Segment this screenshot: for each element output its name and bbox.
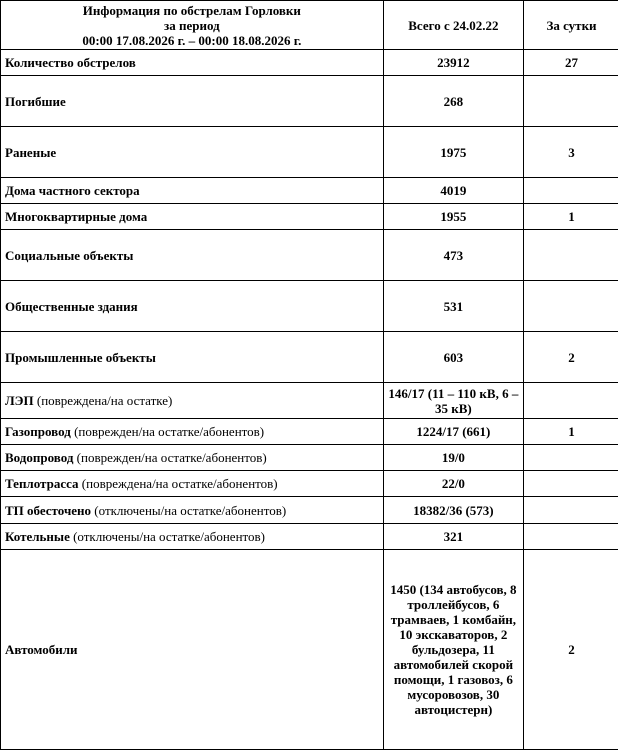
table-row (1, 550, 618, 750)
table-row (1, 419, 618, 445)
row-day-value: 2 (524, 550, 618, 750)
row-day-value (524, 281, 618, 332)
row-label-text: Количество обстрелов (5, 55, 136, 70)
row-label-text: Теплотрасса (5, 476, 79, 491)
row-label-text: Котельные (5, 529, 70, 544)
table-header-row (1, 1, 618, 50)
table-row (1, 281, 618, 332)
row-total-value: 473 (383, 230, 523, 281)
row-label (1, 50, 384, 76)
row-label-text: ЛЭП (5, 393, 34, 408)
row-total-value: 22/0 (383, 471, 523, 497)
row-label (1, 281, 384, 332)
row-label (1, 204, 384, 230)
table-row (1, 50, 618, 76)
row-label-text: Газопровод (5, 424, 71, 439)
row-day-value (524, 230, 618, 281)
row-day-value (524, 445, 618, 471)
row-total-value: 603 (383, 332, 523, 383)
row-day-value (524, 76, 618, 127)
row-day-value: 27 (524, 50, 618, 76)
column-header-day: За сутки (524, 1, 618, 50)
row-label (1, 524, 384, 550)
row-total-value: 19/0 (383, 445, 523, 471)
row-total-value: 23912 (383, 50, 523, 76)
table-row (1, 497, 618, 524)
report-period: 00:00 17.08.2026 г. – 00:00 18.08.2026 г. (82, 32, 302, 48)
row-day-value: 1 (524, 204, 618, 230)
row-total-value: 18382/36 (573) (383, 497, 523, 524)
row-day-value (524, 471, 618, 497)
row-label-note: (повреждена/на остатке/абонентов) (78, 476, 278, 491)
row-total-value: 1955 (383, 204, 523, 230)
row-label-note: (повреждена/на остатке) (33, 393, 173, 408)
row-day-value (524, 524, 618, 550)
row-label-text: Многоквартирные дома (5, 209, 148, 224)
row-label-text: Раненые (5, 144, 57, 160)
row-total-value: 321 (383, 524, 523, 550)
row-label (1, 127, 384, 178)
row-label (1, 419, 384, 445)
table-row (1, 332, 618, 383)
table-row (1, 230, 618, 281)
row-total-value: 146/17 (11 – 110 кВ, 6 – 35 кВ) (383, 383, 523, 419)
table-row (1, 445, 618, 471)
row-label-text: Погибшие (5, 93, 66, 109)
row-label-text: Промышленные объекты (5, 349, 156, 365)
row-label-text: Социальные объекты (5, 247, 134, 263)
row-day-value (524, 383, 618, 419)
row-label-text: Водопровод (5, 450, 74, 465)
row-label-note: (поврежден/на остатке/абонентов) (70, 424, 265, 439)
row-day-value (524, 178, 618, 204)
row-label (1, 497, 384, 524)
report-subtitle: за период (164, 17, 220, 33)
row-day-value: 1 (524, 419, 618, 445)
row-label (1, 332, 384, 383)
table-row (1, 127, 618, 178)
row-label (1, 471, 384, 497)
row-label-text: Автомобили (5, 642, 78, 657)
row-total-value: 1975 (383, 127, 523, 178)
report-title-cell (1, 1, 384, 50)
row-label (1, 178, 384, 204)
column-header-total: Всего с 24.02.22 (383, 1, 523, 50)
row-label (1, 76, 384, 127)
table-row (1, 383, 618, 419)
row-day-value (524, 497, 618, 524)
row-total-value: 531 (383, 281, 523, 332)
row-day-value: 2 (524, 332, 618, 383)
row-label-note: (отключены/на остатке/абонентов) (69, 529, 266, 544)
report-title: Информация по обстрелам Горловки (82, 2, 301, 18)
table-row (1, 471, 618, 497)
row-label (1, 383, 384, 419)
row-total-value: 268 (383, 76, 523, 127)
table-row (1, 524, 618, 550)
row-day-value: 3 (524, 127, 618, 178)
table-row (1, 76, 618, 127)
row-label (1, 445, 384, 471)
row-label-text: ТП обесточено (5, 502, 92, 518)
row-label-note: (отключены/на остатке/абонентов) (91, 502, 287, 518)
row-label-note: (поврежден/на остатке/абонентов) (73, 450, 267, 465)
row-label (1, 230, 384, 281)
row-total-value: 1224/17 (661) (383, 419, 523, 445)
row-label-text: Общественные здания (5, 298, 138, 314)
row-label (1, 550, 384, 750)
row-total-value: 1450 (134 автобусов, 8 троллейбусов, 6 трамваев, 1 комбайн, 10 экскаваторов, 2 бульдозера, 11 автомобилей скорой помощи, 1 газовоз, 6 мусоровозов, 30 автоцистерн) (383, 550, 523, 750)
row-total-value: 4019 (383, 178, 523, 204)
table-row (1, 204, 618, 230)
table-row (1, 178, 618, 204)
row-label-text: Дома частного сектора (5, 183, 140, 198)
